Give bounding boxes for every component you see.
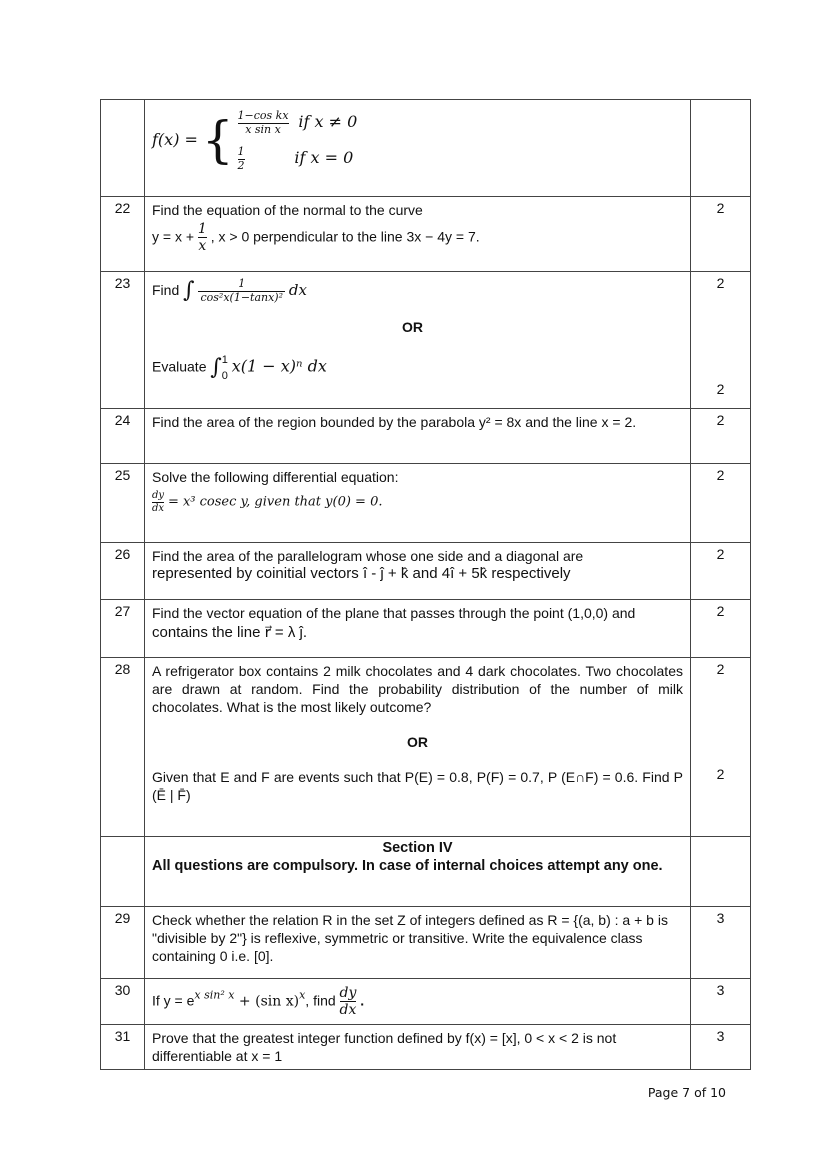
questions-table <box>100 99 751 1070</box>
end-punctuation: . <box>356 992 365 1009</box>
table-row <box>101 100 751 197</box>
marks-value: 2 <box>716 412 725 428</box>
question-number: 31 <box>101 1025 145 1070</box>
section-instructions: All questions are compulsory. In case of internal choices attempt any one. <box>152 858 663 874</box>
marks-value: 3 <box>716 982 725 998</box>
question-number: 30 <box>101 979 145 1025</box>
question-body <box>145 100 691 197</box>
section-title: Section IV <box>382 840 453 856</box>
question-number: 28 <box>101 658 145 837</box>
alternative-question-text: Given that E and F are events such that P(E) = 0.8, P(F) = 0.7, P (E∩F) = 0.6. Find P (Ē | F̄) <box>152 769 683 803</box>
table-row <box>101 543 751 600</box>
table-row <box>101 979 751 1025</box>
table-row <box>101 1025 751 1070</box>
table-row <box>101 658 751 837</box>
question-number: 29 <box>101 907 145 979</box>
question-text: Check whether the relation R in the set Z of integers defined as R = {(a, b) : a + b is "divisible by 2"} is reflexive, symmetric or transitive. Write the equivalence class containing 0 i.e. [0]. <box>145 907 691 979</box>
cases <box>238 104 358 176</box>
marks-cell <box>691 464 751 543</box>
question-number-cell <box>101 837 145 907</box>
case1-condition: if x ≠ 0 <box>298 112 358 131</box>
question-text: Find the equation of the normal to the curve <box>152 202 423 218</box>
derivative-numerator: dy <box>339 985 357 1001</box>
question-text: Find the area of the parallelogram whose one side and a diagonal are <box>152 548 584 564</box>
page-number: Page 7 of 10 <box>647 1085 726 1100</box>
or-divider: OR <box>402 319 423 336</box>
case2-numerator: 1 <box>237 145 245 159</box>
question-number: 25 <box>101 464 145 543</box>
marks-cell <box>691 658 751 837</box>
question-body <box>145 272 691 409</box>
question-text: Find the vector equation of the plane that passes through the point (1,0,0) and <box>152 605 636 621</box>
question-text-line2: represented by coinitial vectors î - ĵ + k̂ and 4î + 5k̂ respectively <box>152 565 571 582</box>
piecewise-function <box>152 104 683 176</box>
table-row <box>101 409 751 464</box>
derivative-denominator: dx <box>152 502 165 514</box>
table-row <box>101 907 751 979</box>
question-number-cell <box>101 100 145 197</box>
table-row <box>101 272 751 409</box>
derivative-numerator: dy <box>152 490 165 501</box>
marks-cell <box>691 907 751 979</box>
case1-denominator: x sin x <box>238 123 289 137</box>
marks-value: 2 <box>716 200 725 216</box>
left-brace: { <box>201 111 234 169</box>
question-body <box>145 658 691 837</box>
marks-cell <box>691 100 751 197</box>
exponent-2: x <box>299 988 306 1002</box>
question-text: Prove that the greatest integer function defined by f(x) = [x], 0 < x < 2 is not differentiable at x = 1 <box>145 1025 691 1070</box>
fraction-numerator: 1 <box>197 221 207 237</box>
equation-middle: + (sin x) <box>234 993 300 1010</box>
integrand-expression: x(1 − x)ⁿ dx <box>231 356 327 376</box>
fraction-denominator: x <box>198 238 207 255</box>
marks-value: 2 <box>716 546 725 562</box>
marks-cell <box>691 600 751 658</box>
marks-cell <box>691 409 751 464</box>
case1-numerator: 1−cos kx <box>237 109 289 123</box>
marks-value: 2 <box>716 275 725 291</box>
marks-cell <box>691 837 751 907</box>
marks-value: 3 <box>716 1028 725 1044</box>
question-text: Solve the following differential equation: <box>152 469 399 485</box>
table-row <box>101 197 751 272</box>
case2-condition: if x = 0 <box>294 148 354 167</box>
question-body <box>145 979 691 1025</box>
integrand-numerator: 1 <box>238 277 246 290</box>
question-body <box>145 464 691 543</box>
question-text-line2: contains the line r⃗ = λ ĵ. <box>152 624 308 641</box>
upper-limit: 1 <box>221 354 228 367</box>
marks-value: 2 <box>716 603 725 619</box>
marks-cell <box>691 197 751 272</box>
marks-cell <box>691 979 751 1025</box>
marks-value: 3 <box>716 910 725 926</box>
table-row <box>101 464 751 543</box>
table-row <box>101 600 751 658</box>
marks-cell <box>691 272 751 409</box>
question-number: 22 <box>101 197 145 272</box>
question-body <box>145 197 691 272</box>
find-label: , find <box>305 992 336 1009</box>
marks-cell <box>691 1025 751 1070</box>
or-divider: OR <box>407 734 428 750</box>
marks-value: 2 <box>716 467 725 483</box>
section-header <box>145 837 691 907</box>
function-label: f(x) = <box>152 130 198 149</box>
evaluate-label: Evaluate <box>152 358 207 375</box>
question-number: 23 <box>101 272 145 409</box>
find-label: Find <box>152 281 180 298</box>
question-text: A refrigerator box contains 2 milk chocolates and 4 dark chocolates. Two chocolates are drawn at random. Find the probability distribution of the number of milk chocolates. What is the most likely outcome? <box>152 663 683 715</box>
marks-value-alt: 2 <box>716 766 725 782</box>
question-body <box>145 543 691 600</box>
question-number: 27 <box>101 600 145 658</box>
curve-equation: y = x + <box>152 228 195 245</box>
question-body <box>145 600 691 658</box>
case2-denominator: 2 <box>237 158 245 172</box>
marks-value-alt: 2 <box>716 381 725 397</box>
question-text-rest: , x > 0 perpendicular to the line 3x − 4y = 7. <box>210 228 480 245</box>
equation-text: = x³ cosec y, given that y(0) = 0. <box>167 494 383 510</box>
equation-start: If y = e <box>152 992 195 1009</box>
section-header-row <box>101 837 751 907</box>
marks-cell <box>691 543 751 600</box>
integrand-denominator: cos²x(1−tanx)² <box>200 290 284 304</box>
question-number: 26 <box>101 543 145 600</box>
integral-sign-icon: ∫ <box>183 278 195 304</box>
exponent: x sin² x <box>194 988 235 1002</box>
question-text: Find the area of the region bounded by the parabola y² = 8x and the line x = 2. <box>145 409 691 464</box>
marks-value: 2 <box>716 661 725 677</box>
derivative-denominator: dx <box>339 1002 357 1019</box>
lower-limit: 0 <box>221 370 228 383</box>
integral-sign-icon: ∫ <box>210 355 222 381</box>
question-number: 24 <box>101 409 145 464</box>
differential: dx <box>288 280 307 299</box>
